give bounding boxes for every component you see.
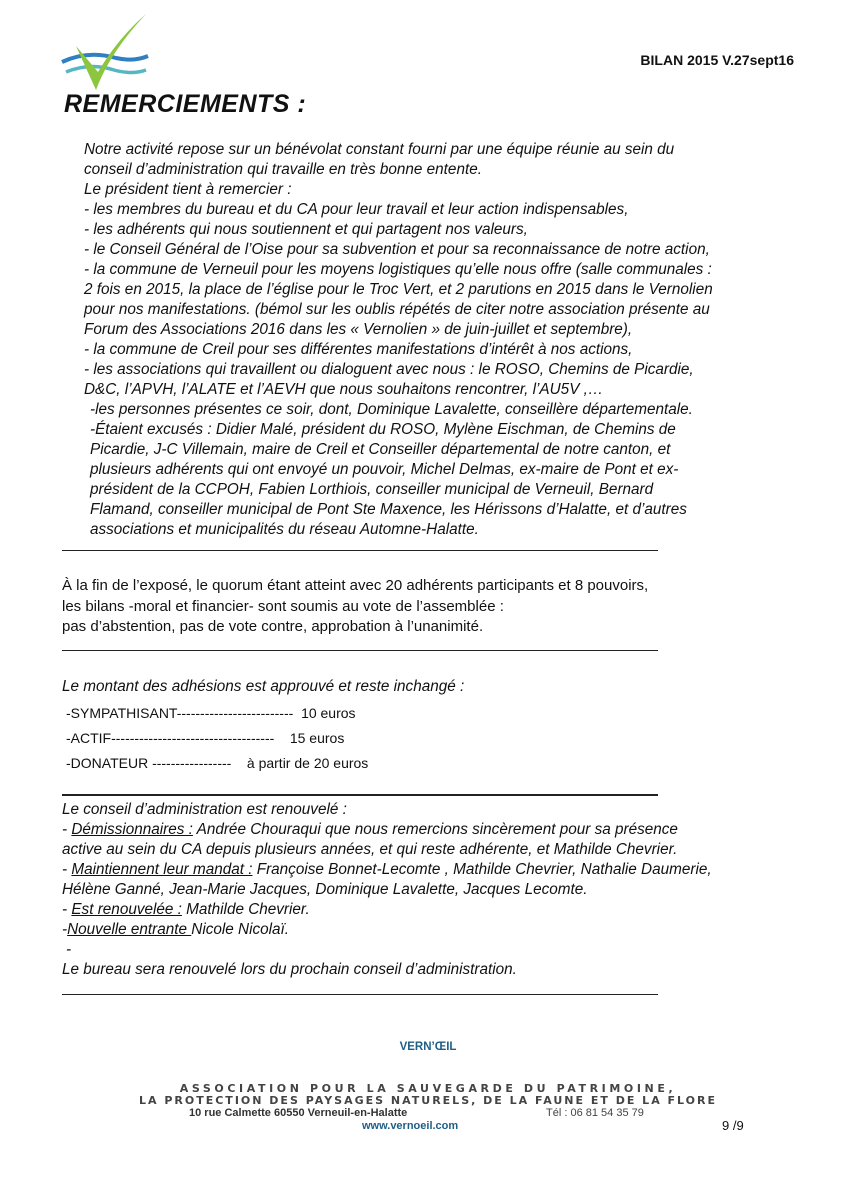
footer-association-line: LA PROTECTION DES PAYSAGES NATURELS, DE LA FAUNE ET DE LA FLORE (138, 1094, 717, 1107)
fees-intro: Le montant des adhésions est approuvé et reste inchangé : (62, 678, 465, 695)
thanks-line: Picardie, J-C Villemain, maire de Creil et Conseiller départemental de notre canton, et (90, 441, 671, 458)
list-dash: - (62, 821, 72, 838)
board-maintain-line (62, 860, 712, 880)
thanks-line: pour nos manifestations. (bémol sur les oublis répétés de citer notre association présente au (84, 301, 710, 318)
checkmark-waves-logo (58, 12, 150, 94)
section-divider (62, 650, 658, 651)
thanks-line: -Étaient excusés : Didier Malé, président du ROSO, Mylène Eischman, de Chemins de (90, 421, 676, 438)
fee-amount: 10 euros (301, 705, 356, 721)
thanks-line: -les personnes présentes ce soir, dont, Dominique Lavalette, conseillère départementale. (90, 401, 693, 418)
board-intro: Le conseil d’administration est renouvelé : (62, 801, 347, 818)
renew-text: Mathilde Chevrier. (181, 901, 310, 918)
document-version: BILAN 2015 V.27sept16 (640, 52, 794, 68)
board-new-line (62, 920, 289, 940)
list-dash: - (66, 941, 72, 958)
vote-line: pas d’abstention, pas de vote contre, approbation à l’unanimité. (62, 618, 484, 635)
fee-row (66, 730, 344, 746)
footer-address: 10 rue Calmette 60550 Verneuil-en-Halatte (189, 1107, 408, 1119)
renew-label: Est renouvelée : (71, 901, 182, 918)
footer-phone: Tél : 06 81 54 35 79 (546, 1107, 644, 1119)
section-divider (62, 794, 658, 796)
page-title: REMERCIEMENTS : (64, 90, 307, 118)
thanks-line: - les membres du bureau et du CA pour leur travail et leur action indispensables, (84, 201, 629, 218)
thanks-line: - la commune de Verneuil pour les moyens logistiques qu’elle nous offre (salle communales : (84, 261, 712, 278)
fee-row (66, 755, 368, 771)
thanks-line: - le Conseil Général de l’Oise pour sa subvention et pour sa reconnaissance de notre action, (84, 241, 710, 258)
thanks-line: plusieurs adhérents qui ont envoyé un pouvoir, Michel Delmas, ex-maire de Pont et ex- (90, 461, 679, 478)
resign-text: Andrée Chouraqui que nous remercions sincèrement pour sa présence (192, 821, 678, 838)
section-divider (62, 994, 658, 995)
board-resign-line (62, 820, 678, 840)
new-label: Nouvelle entrante (67, 921, 192, 938)
fee-row (66, 705, 356, 721)
board-resign-cont: active au sein du CA depuis plusieurs années, et qui reste adhérente, et Mathilde Chevrier. (62, 841, 678, 858)
list-dash: - (62, 901, 72, 918)
board-maintain-cont: Hélène Ganné, Jean-Marie Jacques, Dominique Lavalette, Jacques Lecomte. (62, 881, 588, 898)
thanks-line: Le président tient à remercier : (84, 181, 292, 198)
maintain-text: Françoise Bonnet-Lecomte , Mathilde Chevrier, Nathalie Daumerie, (252, 861, 712, 878)
fee-amount: à partir de 20 euros (246, 755, 369, 771)
footer-website-link[interactable]: www.vernoeil.com (362, 1120, 459, 1132)
fee-label: -ACTIF----------------------------------- (66, 730, 275, 746)
vote-line: les bilans -moral et financier- sont soumis au vote de l’assemblée : (62, 598, 504, 615)
resign-label: Démissionnaires : (71, 821, 193, 838)
list-dash: - (62, 921, 68, 938)
maintain-label: Maintiennent leur mandat : (71, 861, 253, 878)
thanks-line: Flamand, conseiller municipal de Pont Ste Maxence, les Hérissons d’Halatte, et d’autres (90, 501, 687, 518)
new-text: Nicole Nicolaï. (191, 921, 290, 938)
thanks-line: président de la CCPOH, Fabien Lorthiois, conseiller municipal de Verneuil, Bernard (90, 481, 654, 498)
thanks-line: associations et municipalités du réseau Automne-Halatte. (90, 521, 479, 538)
thanks-line: Notre activité repose sur un bénévolat constant fourni par une équipe réunie au sein du (84, 141, 675, 158)
footer-brand: VERN’ŒIL (399, 1041, 457, 1053)
list-dash: - (62, 861, 72, 878)
fee-label: -DONATEUR ----------------- (66, 755, 232, 771)
thanks-line: D&C, l’APVH, l’ALATE et l’AEVH que nous souhaitons rencontrer, l’AU5V ,… (84, 381, 604, 398)
fee-label: -SYMPATHISANT------------------------- (66, 705, 294, 721)
board-closing: Le bureau sera renouvelé lors du prochain conseil d’administration. (62, 961, 517, 978)
thanks-line: conseil d’administration qui travaille en très bonne entente. (84, 161, 482, 178)
vote-line: À la fin de l’exposé, le quorum étant atteint avec 20 adhérents participants et 8 pouvoirs, (62, 577, 649, 594)
thanks-line: Forum des Associations 2016 dans les « Vernolien » de juin-juillet et septembre), (84, 321, 633, 338)
thanks-line: 2 fois en 2015, la place de l’église pour le Troc Vert, et 2 parutions en 2015 dans le Vernolien (84, 281, 713, 298)
thanks-line: - les associations qui travaillent ou dialoguent avec nous : le ROSO, Chemins de Picardie, (84, 361, 694, 378)
footer-association-line: ASSOCIATION POUR LA SAUVEGARDE DU PATRIMOINE, (179, 1082, 677, 1095)
board-renew-line (62, 900, 310, 920)
page-number: 9 /9 (722, 1118, 744, 1133)
thanks-line: - la commune de Creil pour ses différentes manifestations d’intérêt à nos actions, (84, 341, 633, 358)
fee-amount: 15 euros (289, 730, 345, 746)
section-divider (62, 550, 658, 551)
thanks-line: - les adhérents qui nous soutiennent et qui partagent nos valeurs, (84, 221, 528, 238)
